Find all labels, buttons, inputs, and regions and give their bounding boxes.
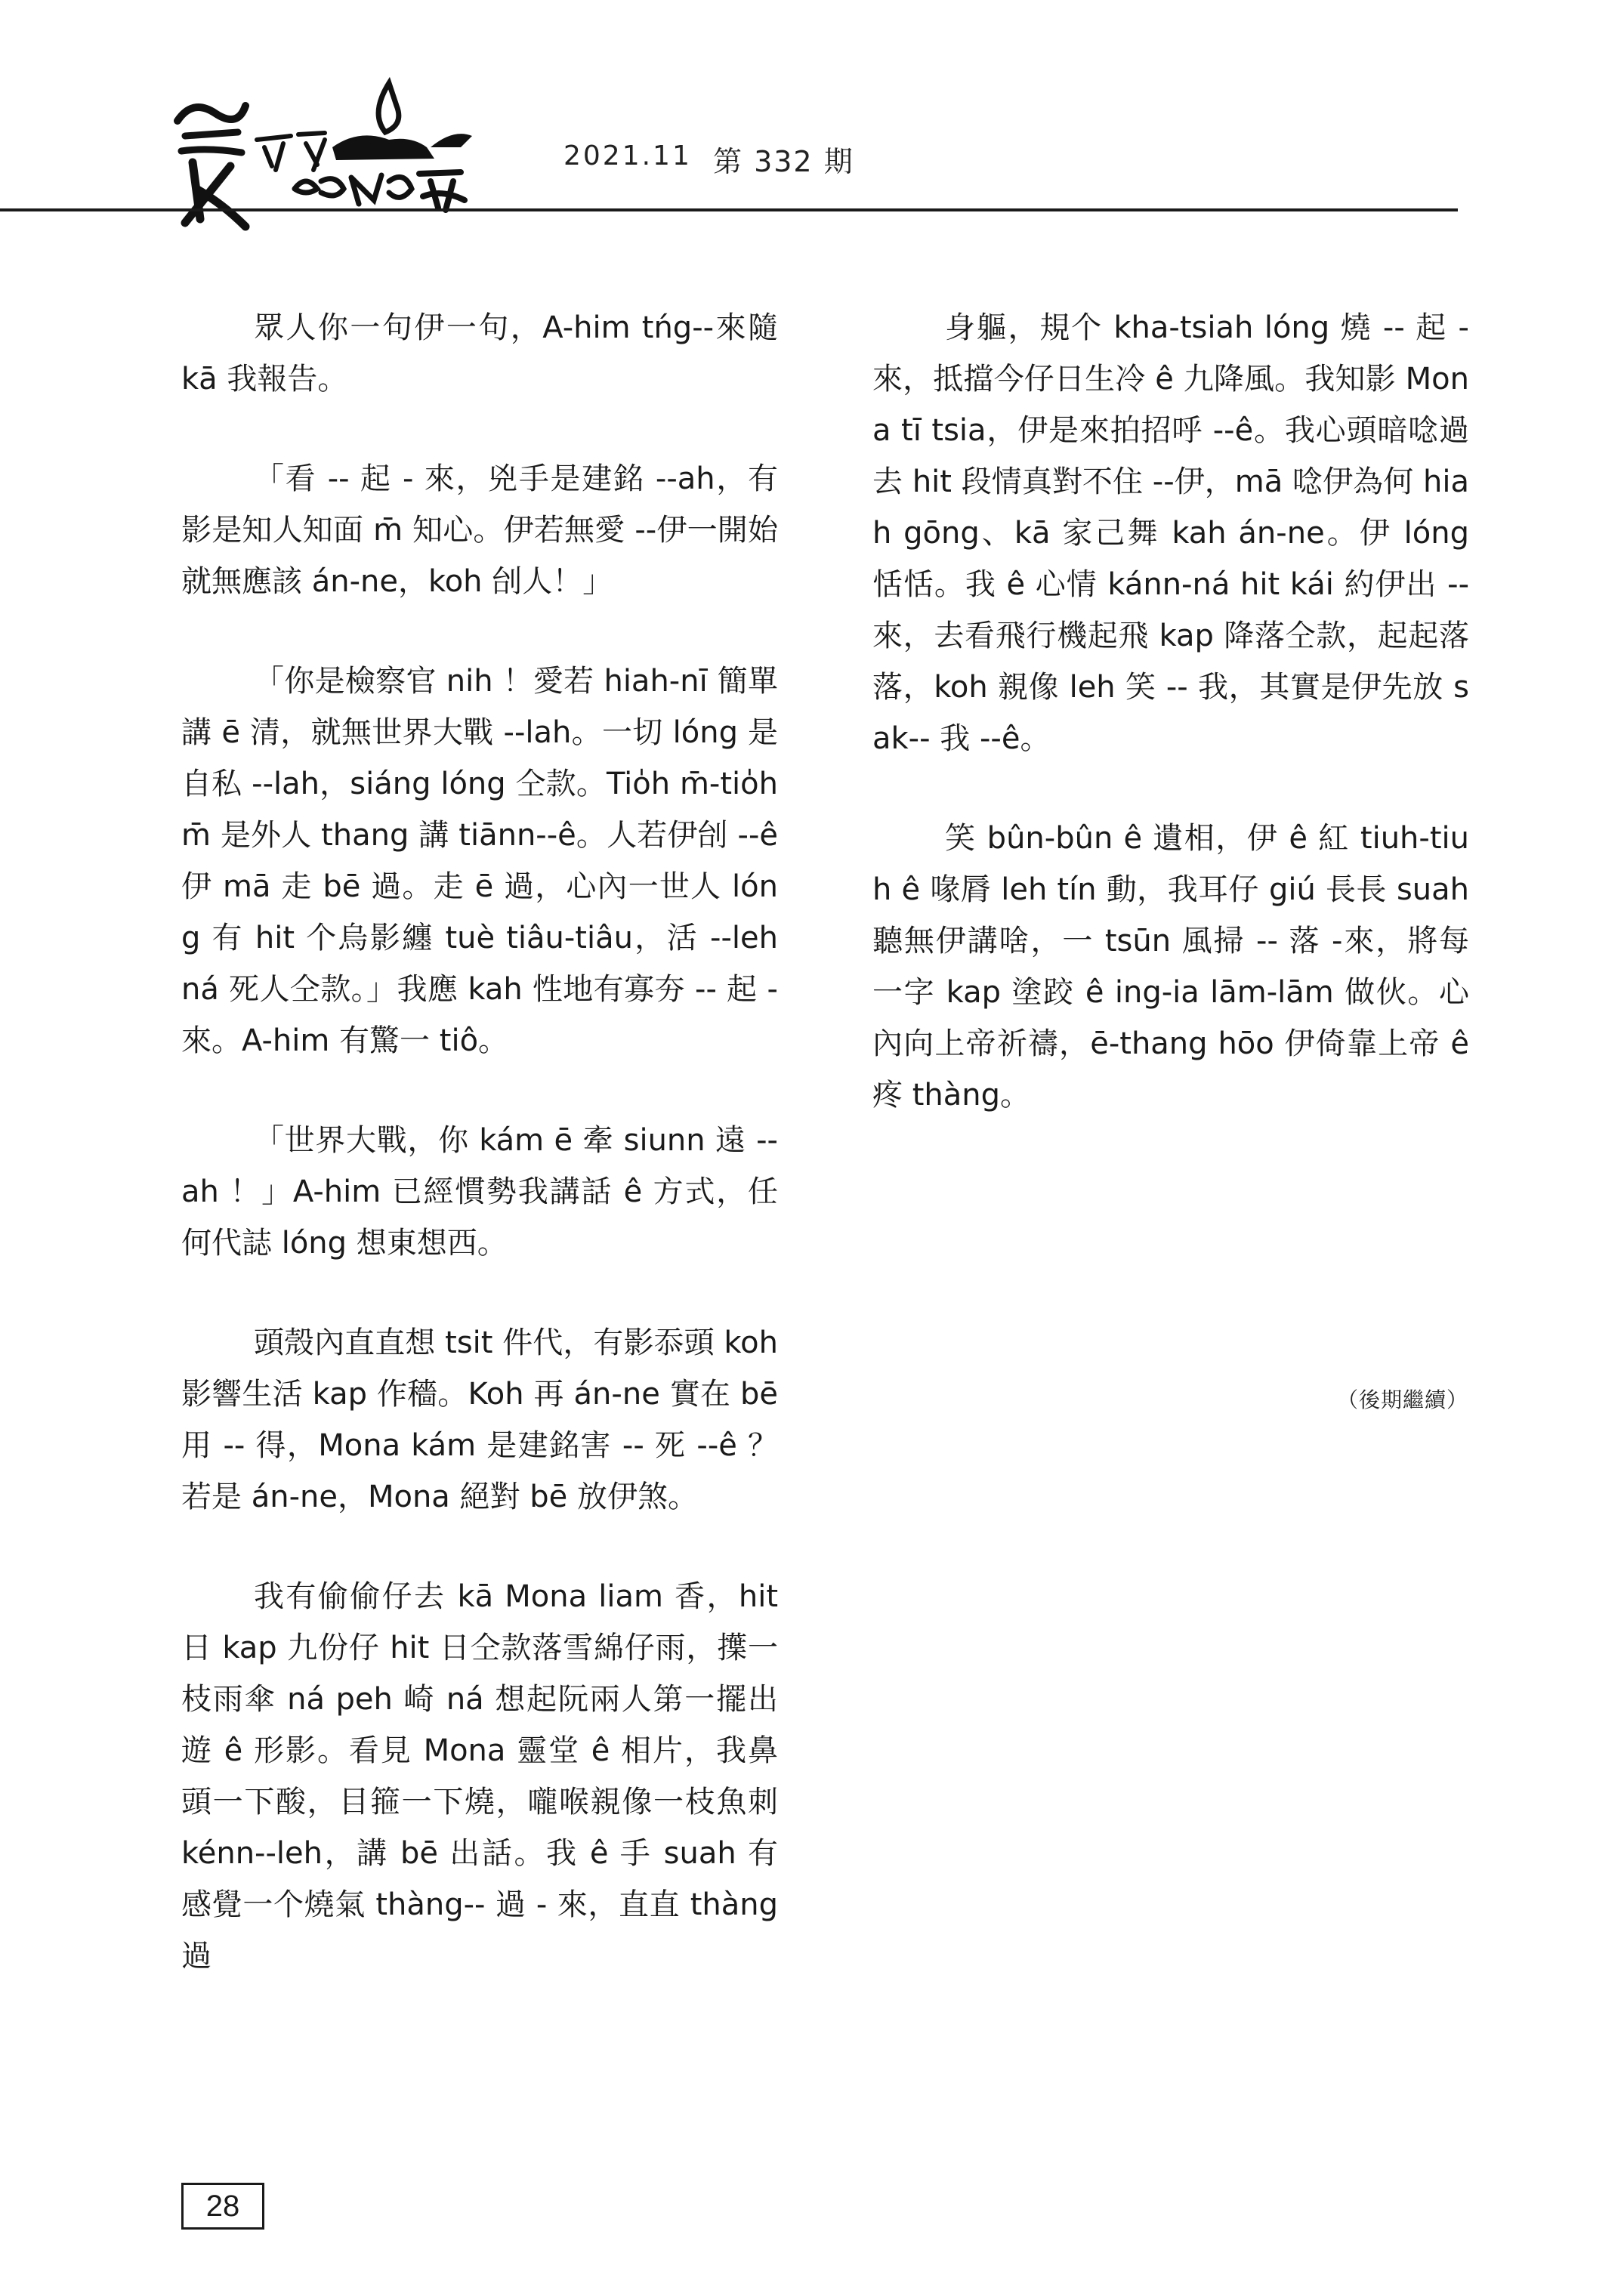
header-divider [0,208,1458,211]
paragraph: 「世界大戰，你 kám ē 牽 siunn 遠 --ah ！」A-him 已經慣勢我講話 ê 方式，任何代誌 lóng 想東想西。 [181,1123,778,1261]
paragraph: 笑 bûn-bûn ê 遺相，伊 ê 紅 tiuh-tiuh ê 喙脣 leh tín 動，我耳仔 giú 長長 suah 聽無伊講啥，一 tsūn 風掃 -- 落 -來，將每一字 kap 塗跤 ê ing-ia lām-lām 做伙。心內向上帝祈禱，ē-thang hōo 伊倚靠上帝 ê 疼 thàng。 [872,821,1469,1113]
paragraph: 身軀，規个 kha-tsiah lóng 燒 -- 起 - 來，抵擋今仔日生冷 ê 九降風。我知影 Mona tī tsia，伊是來拍招呼 --ê。我心頭暗唸過去 hit 段情真對不住 --伊，mā 唸伊為何 hiah gōng、kā 家己舞 kah án-ne。伊 lóng 恬恬。我 ê 心情 kánn-ná hit kái 約伊出 -- 來，去看飛行機起飛 kap 降落仝款，起起落落，koh 親像 leh 笑 -- 我，其實是伊先放 sak-- 我 --ê。 [872,310,1469,756]
paragraph: 「你是檢察官 nih ！愛若 hiah-nī 簡單講 ē 清，就無世界大戰 --lah。一切 lóng 是自私 --lah，siáng lóng 仝款。Tio̍h m̄-tio̍h m̄ 是外人 thang 講 tiānn--ê。人若伊刣 --ê 伊 mā 走 bē 過。走 ē 過，心內一世人 lóng 有 hit 个烏影纏 tuè tiâu-tiâu，活 --leh ná 死人仝款。」我應 kah 性地有寡夯 -- 起 - 來。A-him 有驚一 tiô。 [181,664,778,1058]
right-column [872,302,1469,1169]
issue-date: 2021.11 [563,140,692,171]
paragraph: 頭殼內直直想 tsit 件代，有影忝頭 koh 影響生活 kap 作穡。Koh 再 án-ne 實在 bē 用 -- 得，Mona kám 是建銘害 -- 死 --ê ？若是 án-ne，Mona 絕對 bē 放伊煞。 [181,1325,778,1514]
issue-number: 第 332 期 [713,145,854,178]
continued-note: （後期繼續） [1337,1387,1469,1412]
paragraph: 我有偷偷仔去 kā Mona liam 香，hit 日 kap 九份仔 hit 日仝款落雪綿仔雨，擛一枝雨傘 ná peh 崎 ná 想起阮兩人第一擺出遊 ê 形影。看見 Mona 靈堂 ê 相片，我鼻頭一下酸，目箍一下燒，嚨喉親像一枝魚刺 kénn--leh，講 bē 出話。我 ê 手 suah 有感覺一个燒氣 thàng-- 過 - 來，直直 thàng 過 [181,1579,778,1974]
paragraph: 眾人你一句伊一句，A-him tńg--來隨 kā 我報告。 [181,310,778,397]
page-number: 28 [181,2183,264,2230]
left-column [181,302,778,2030]
paragraph: 「看 -- 起 - 來，兇手是建銘 --ah，有影是知人知面 m̄ 知心。伊若無愛 --伊一開始就無應該 án-ne，koh 刣人！」 [181,461,778,599]
